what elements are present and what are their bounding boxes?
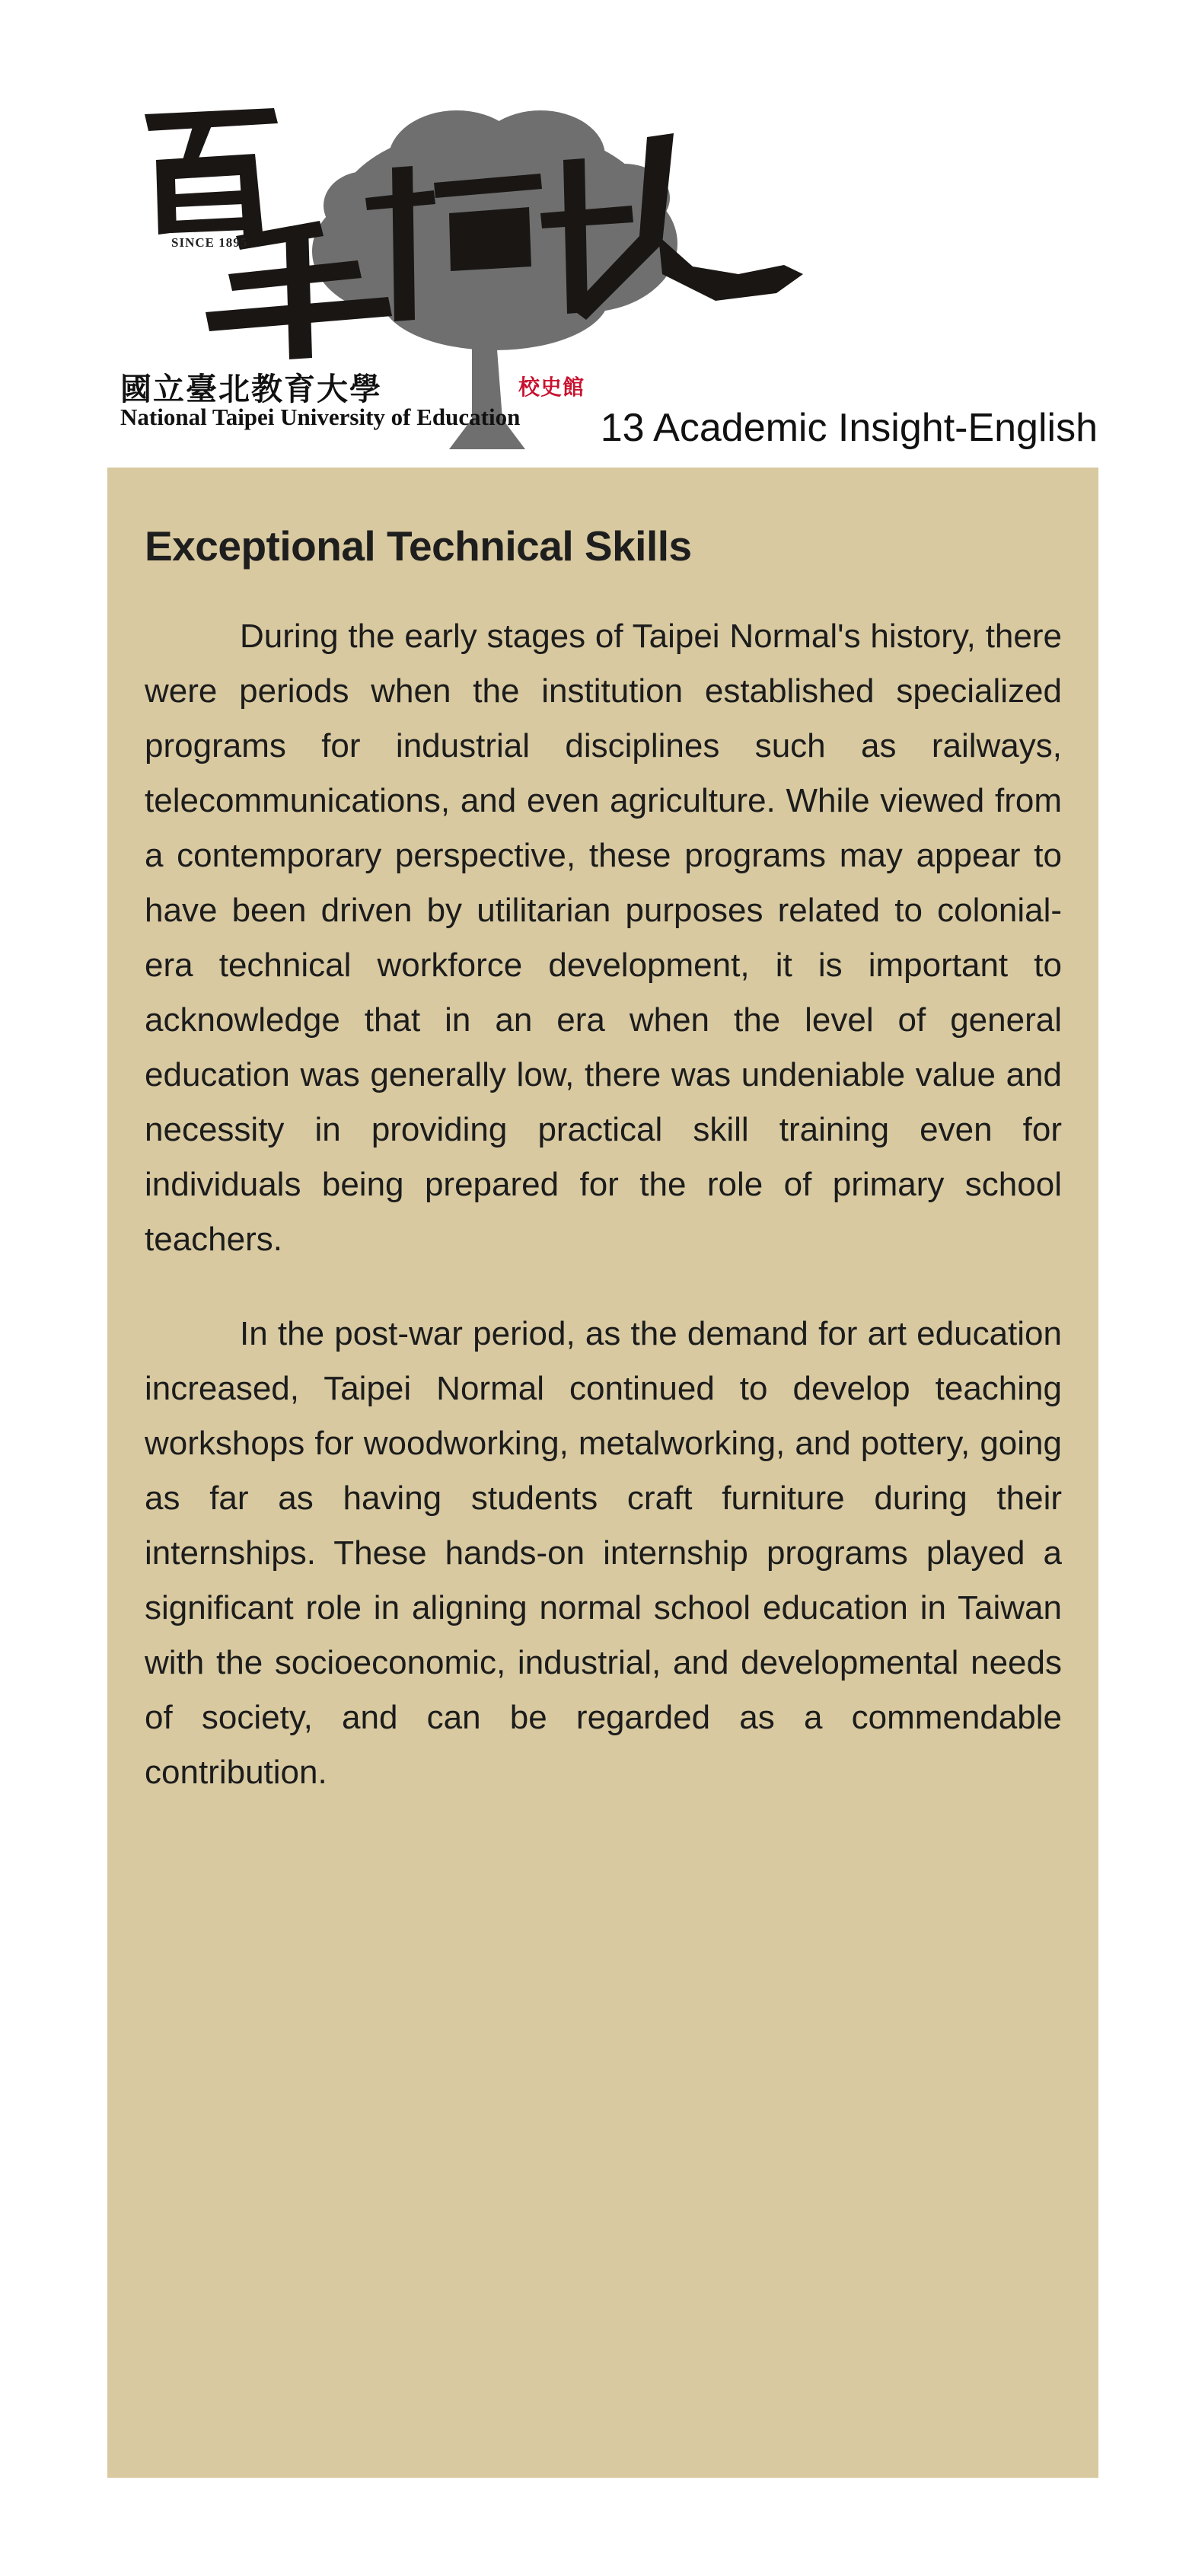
article-body bbox=[145, 609, 1062, 1840]
article-title: Exceptional Technical Skills bbox=[145, 522, 692, 570]
university-name-chinese: 國立臺北教育大學 bbox=[120, 371, 382, 407]
article-paragraph: In the post-war period, as the demand for art education increased, Taipei Normal continued to develop teaching workshops for woodworking, metalworking, and pottery, going as far as having students craft furniture during their internships. These hands-on internship programs played a significant role in aligning normal school education in Taiwan with the socioeconomic, industrial, and developmental needs of society, and can be regarded as a commendable contribution. bbox=[145, 1315, 1062, 1791]
since-label: SINCE 1895 bbox=[171, 235, 248, 250]
article-paragraph: During the early stages of Taipei Normal's history, there were periods when the institution established specialized programs for industrial disciplines such as railways, telecommunications, and even agriculture. While viewed from a contemporary perspective, these programs may appear to have been driven by utilitarian purposes related to colonial-era technical workforce development, it is important to acknowledge that in an era when the level of general education was generally low, there was undeniable value and necessity in providing practical skill training even for individuals being prepared for the role of primary school teachers. bbox=[145, 618, 1062, 1258]
university-name-english: National Taipei University of Education bbox=[120, 404, 521, 430]
series-label: 13 Academic Insight-English bbox=[600, 406, 1098, 450]
page-header bbox=[0, 0, 1189, 457]
museum-seal-stamp: 校史館 bbox=[518, 375, 585, 400]
